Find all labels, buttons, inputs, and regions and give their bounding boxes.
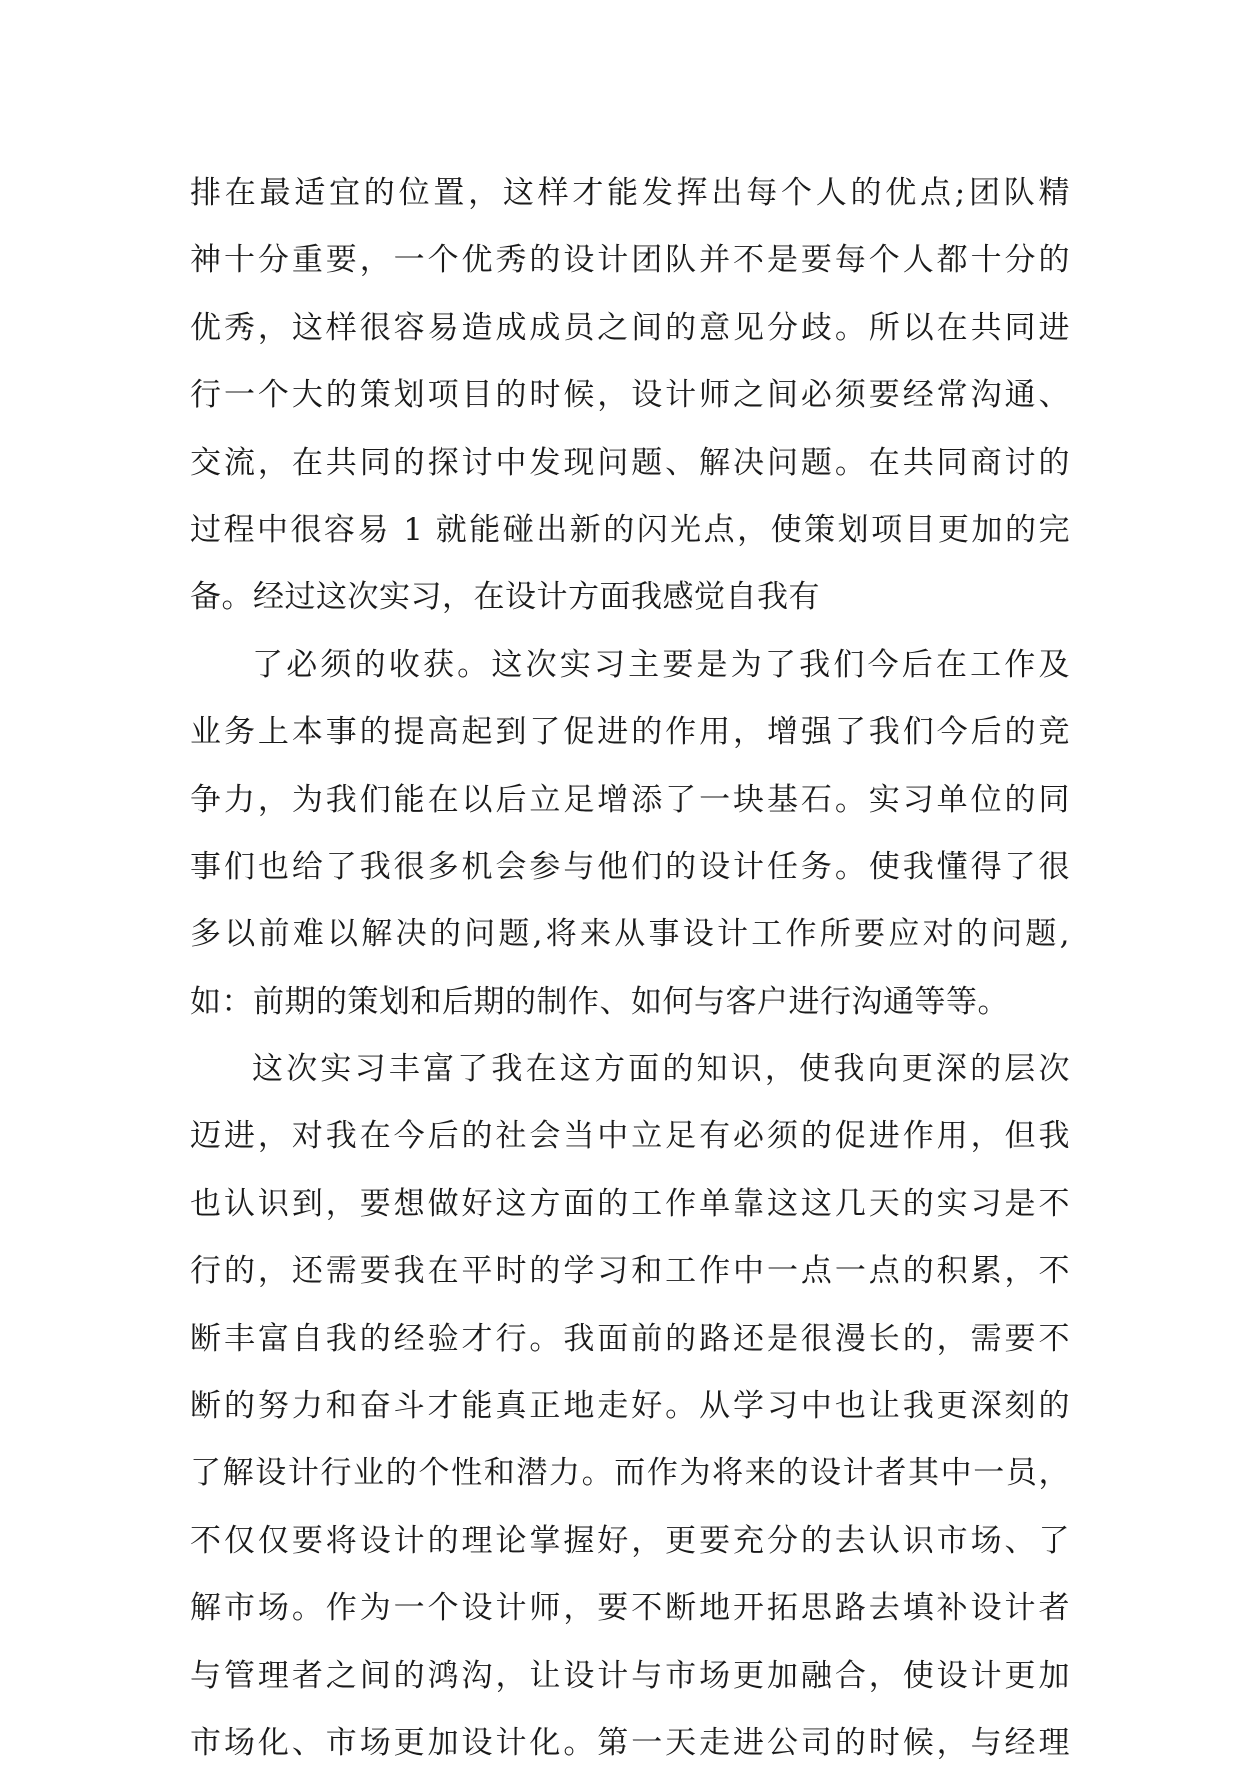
- text-line: 断丰富自我的经验才行。我面前的路还是很漫长的，需要不: [190, 1320, 1070, 1357]
- text-line: 断的努力和奋斗才能真正地走好。从学习中也让我更深刻的: [190, 1388, 1070, 1425]
- text-line: 优秀，这样很容易造成成员之间的意见分歧。所以在共同进: [190, 309, 1070, 346]
- text-line: 神十分重要，一个优秀的设计团队并不是要每个人都十分的: [190, 242, 1070, 279]
- text-line: 迈进，对我在今后的社会当中立足有必须的促进作用，但我: [190, 1118, 1070, 1155]
- body-text: [190, 160, 1070, 1777]
- text-line: 多以前难以解决的问题,将来从事设计工作所要应对的问题,: [190, 916, 1070, 953]
- text-line: 业务上本事的提高起到了促进的作用，增强了我们今后的竞: [190, 714, 1070, 751]
- text-line: 了必须的收获。这次实习主要是为了我们今后在工作及: [252, 646, 1070, 683]
- text-line: 解市场。作为一个设计师，要不断地开拓思路去填补设计者: [190, 1590, 1070, 1627]
- text-line: 备。经过这次实习，在设计方面我感觉自我有: [190, 579, 820, 616]
- text-line: 了解设计行业的个性和潜力。而作为将来的设计者其中一员，: [190, 1455, 1070, 1492]
- text-line: 这次实习丰富了我在这方面的知识，使我向更深的层次: [252, 1051, 1070, 1088]
- text-line: 行的，还需要我在平时的学习和工作中一点一点的积累，不: [190, 1253, 1070, 1290]
- text-line: 如：前期的策划和后期的制作、如何与客户进行沟通等等。: [190, 983, 1009, 1020]
- text-line: 也认识到，要想做好这方面的工作单靠这这几天的实习是不: [190, 1185, 1070, 1222]
- text-line: 不仅仅要将设计的理论掌握好，更要充分的去认识市场、了: [190, 1522, 1070, 1559]
- text-line: 与管理者之间的鸿沟，让设计与市场更加融合，使设计更加: [190, 1657, 1070, 1694]
- text-line: 行一个大的策划项目的时候，设计师之间必须要经常沟通、: [190, 377, 1070, 414]
- text-line: 交流，在共同的探讨中发现问题、解决问题。在共同商讨的: [190, 444, 1070, 481]
- text-line: 事们也给了我很多机会参与他们的设计任务。使我懂得了很: [190, 848, 1070, 885]
- text-line: 争力，为我们能在以后立足增添了一块基石。实习单位的同: [190, 781, 1070, 818]
- text-line: 过程中很容易 1 就能碰出新的闪光点，使策划项目更加的完: [190, 511, 1070, 548]
- text-line: 市场化、市场更加设计化。第一天走进公司的时候，与经理: [190, 1724, 1070, 1761]
- text-line: 排在最适宜的位置，这样才能发挥出每个人的优点;团队精: [190, 175, 1070, 211]
